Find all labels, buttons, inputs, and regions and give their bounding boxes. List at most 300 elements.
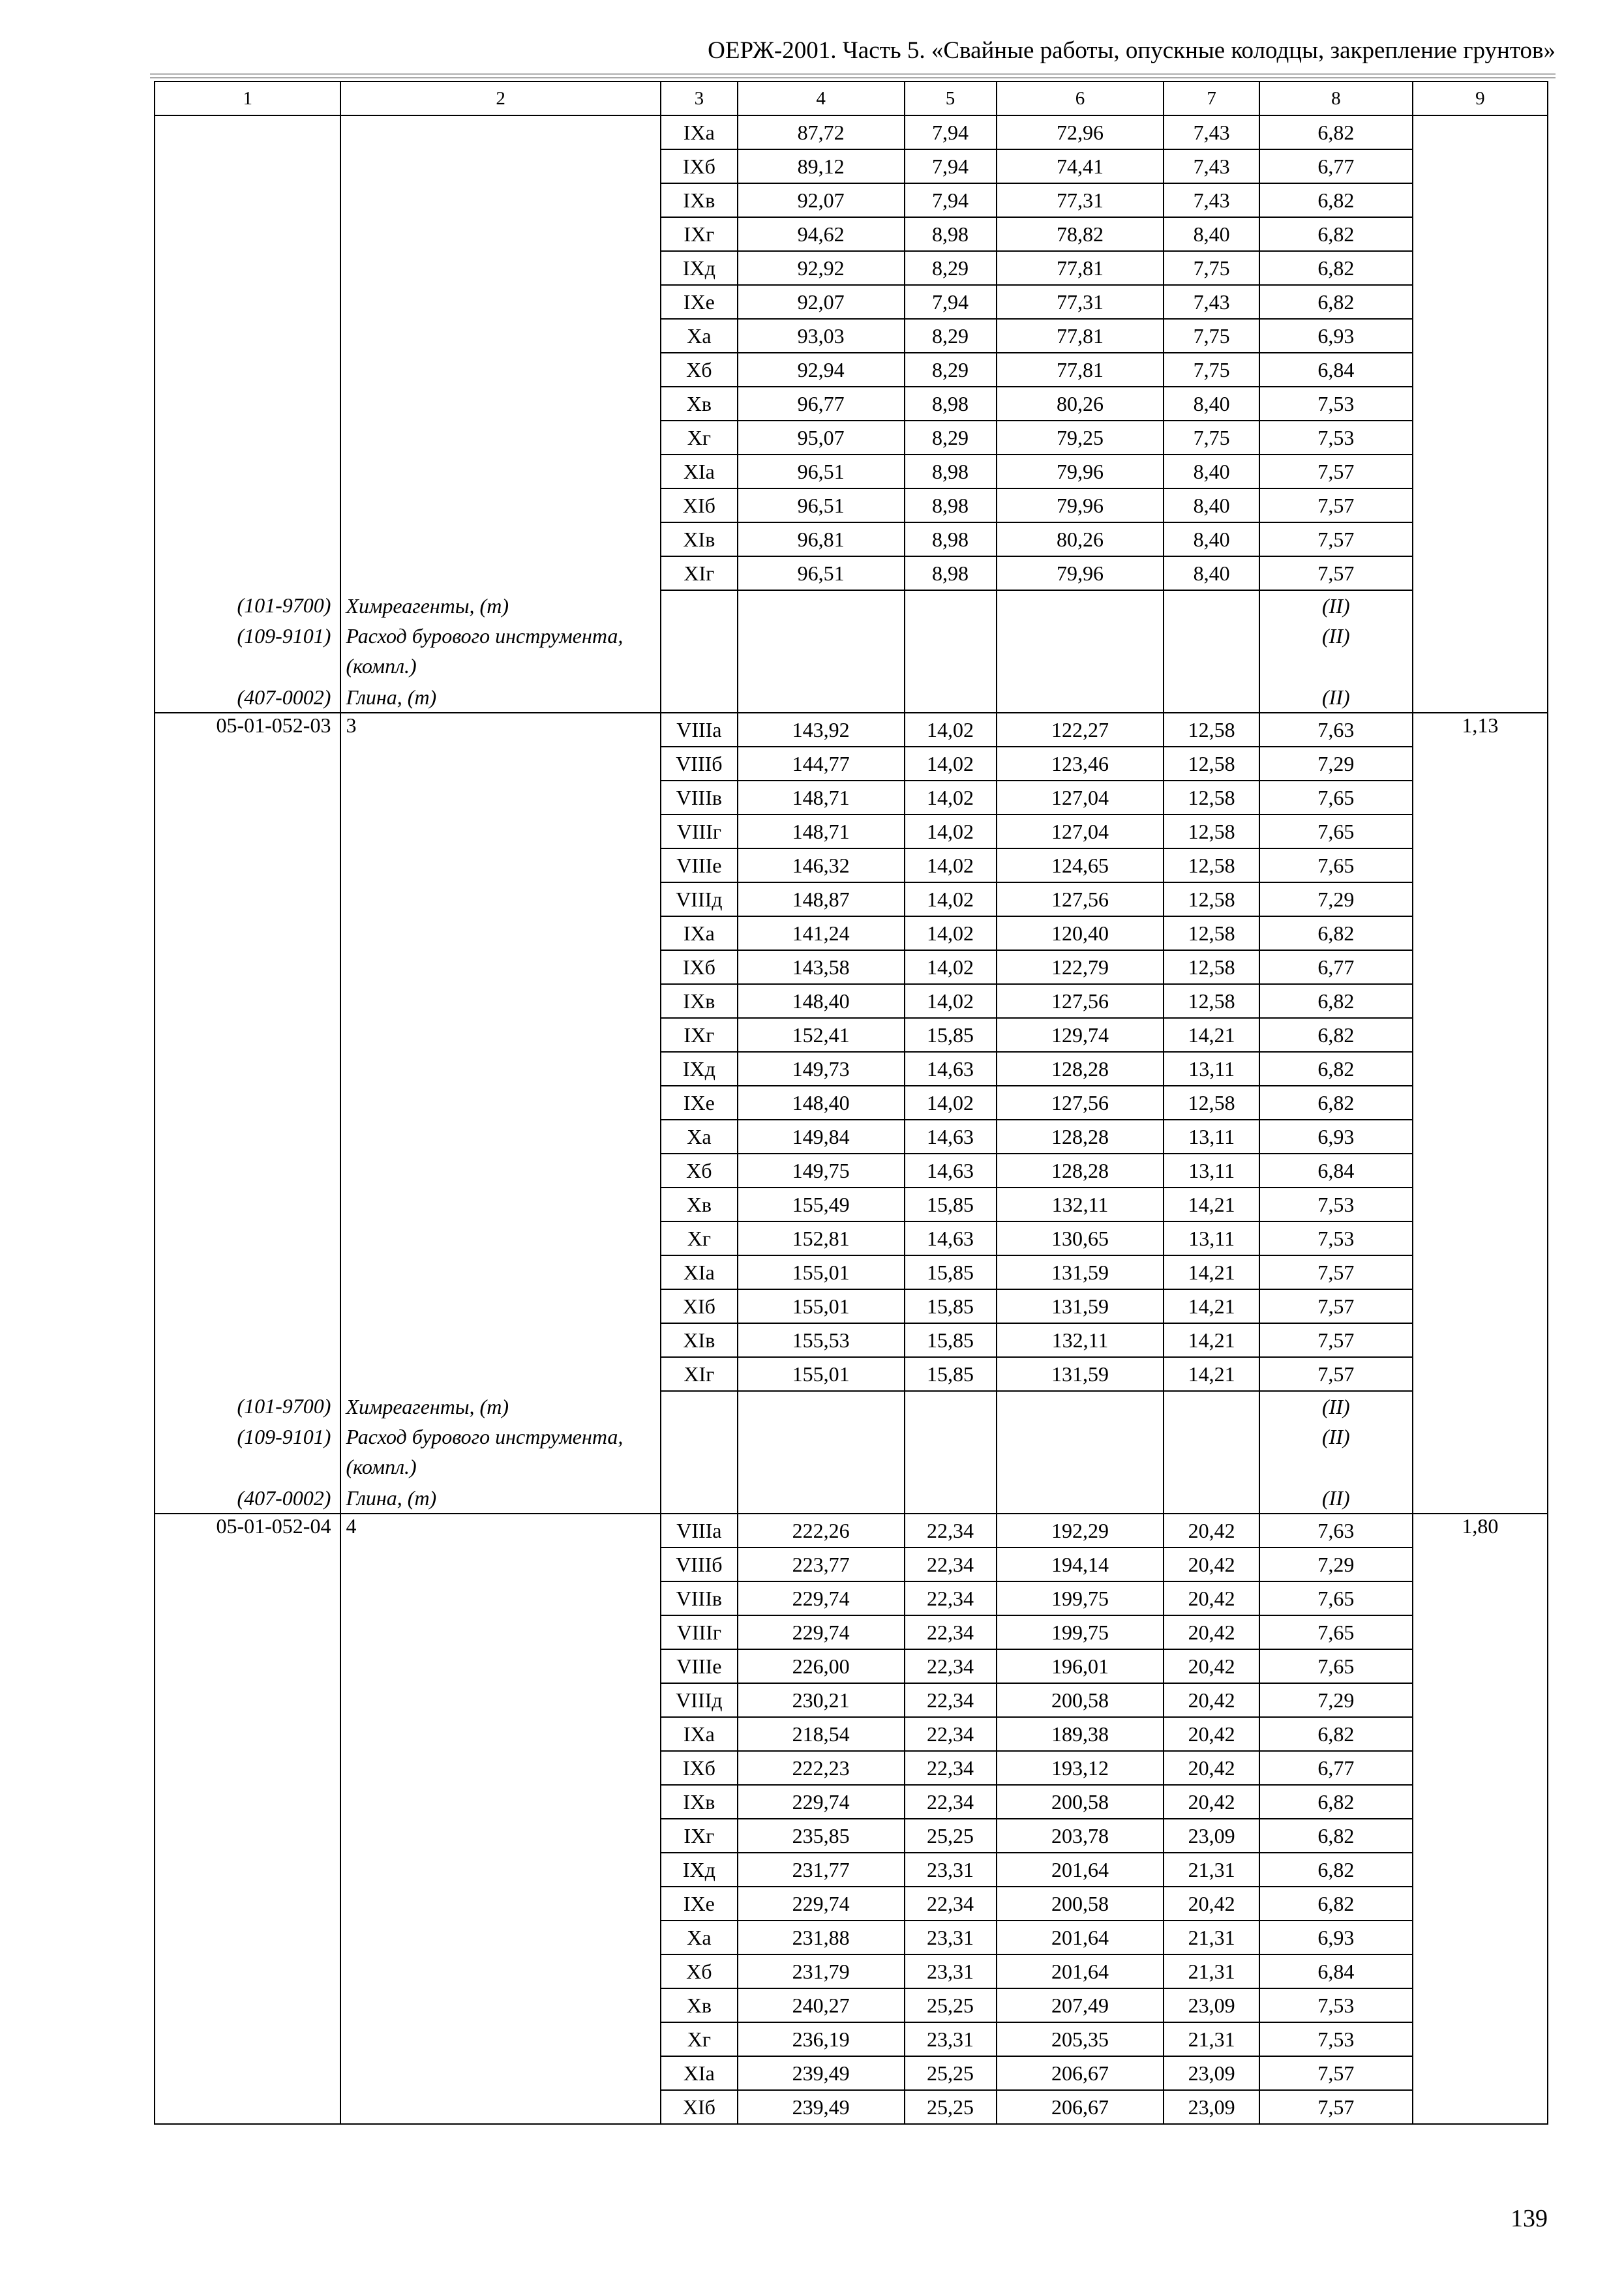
soil-group-cell: Xа: [661, 319, 738, 353]
value-cell: 196,01: [997, 1649, 1164, 1683]
empty-cell: [997, 1391, 1164, 1422]
rate-code-cell: [155, 916, 340, 950]
value-cell: 8,98: [905, 488, 997, 522]
col9-cell: [1413, 285, 1548, 319]
rate-code-cell: [155, 251, 340, 285]
rate-number-cell: [340, 1052, 660, 1086]
value-cell: 94,62: [738, 217, 905, 251]
rate-code-cell: [155, 149, 340, 183]
value-cell: 6,82: [1259, 1785, 1413, 1819]
value-cell: 7,43: [1164, 149, 1259, 183]
col9-cell: [1413, 387, 1548, 421]
value-cell: 131,59: [997, 1289, 1164, 1323]
soil-group-cell: IXв: [661, 1785, 738, 1819]
value-cell: 12,58: [1164, 916, 1259, 950]
table-row: [155, 1751, 1548, 1785]
rate-code-cell: [155, 217, 340, 251]
rate-code-cell: [155, 1221, 340, 1255]
rate-code-cell: [155, 1581, 340, 1615]
value-cell: 7,57: [1259, 1289, 1413, 1323]
soil-group-cell: IXа: [661, 916, 738, 950]
col9-cell: [1413, 1188, 1548, 1221]
soil-group-cell: XIб: [661, 2090, 738, 2124]
rate-code-cell: [155, 781, 340, 815]
value-cell: 200,58: [997, 1887, 1164, 1921]
running-header: ОЕРЖ-2001. Часть 5. «Свайные работы, опускные колодцы, закрепление грунтов»: [708, 37, 1556, 64]
soil-group-cell: Xг: [661, 2022, 738, 2056]
value-cell: 130,65: [997, 1221, 1164, 1255]
table-row: [155, 1052, 1548, 1086]
value-cell: 96,51: [738, 556, 905, 590]
value-cell: 79,96: [997, 455, 1164, 488]
soil-group-cell: Xа: [661, 1921, 738, 1954]
empty-cell: [661, 1391, 738, 1422]
rate-code-cell: [155, 522, 340, 556]
value-cell: 6,82: [1259, 115, 1413, 149]
col9-cell: [1413, 115, 1548, 149]
value-cell: 148,40: [738, 984, 905, 1018]
soil-group-cell: IXб: [661, 149, 738, 183]
col9-cell: [1413, 488, 1548, 522]
value-cell: 206,67: [997, 2056, 1164, 2090]
rate-number-cell: [340, 1853, 660, 1887]
empty-cell: [1164, 1391, 1259, 1422]
table-row: [155, 556, 1548, 590]
material-name: Расход бурового инструмента, (компл.): [340, 621, 660, 682]
col9-cell: [1413, 1581, 1548, 1615]
table-row: [155, 149, 1548, 183]
rate-number-cell: [340, 2022, 660, 2056]
table-row: [155, 1649, 1548, 1683]
value-cell: 96,81: [738, 522, 905, 556]
material-row: [155, 1483, 1548, 1514]
value-cell: 7,63: [1259, 713, 1413, 747]
value-cell: 20,42: [1164, 1785, 1259, 1819]
rate-number-cell: [340, 1819, 660, 1853]
soil-group-cell: IXв: [661, 183, 738, 217]
value-cell: 6,82: [1259, 251, 1413, 285]
value-cell: 120,40: [997, 916, 1164, 950]
rate-number-cell: [340, 1548, 660, 1581]
value-cell: 7,63: [1259, 1514, 1413, 1548]
table-row: [155, 1086, 1548, 1120]
rate-code-cell: [155, 1853, 340, 1887]
value-cell: 14,63: [905, 1221, 997, 1255]
col9-cell: [1413, 1289, 1548, 1323]
value-cell: 79,96: [997, 488, 1164, 522]
value-cell: 8,98: [905, 387, 997, 421]
col9-cell: [1413, 916, 1548, 950]
value-cell: 192,29: [997, 1514, 1164, 1548]
rate-number-cell: [340, 1357, 660, 1391]
table-row: [155, 2022, 1548, 2056]
value-cell: 96,77: [738, 387, 905, 421]
value-cell: 6,84: [1259, 353, 1413, 387]
soil-group-cell: Xб: [661, 1154, 738, 1188]
soil-group-cell: IXе: [661, 1086, 738, 1120]
table-row: [155, 455, 1548, 488]
value-cell: 7,57: [1259, 488, 1413, 522]
rate-code-cell: [155, 1649, 340, 1683]
value-cell: 23,31: [905, 1853, 997, 1887]
column-number-header: 5: [905, 82, 997, 115]
material-code: (109-9101): [155, 621, 340, 682]
value-cell: 6,82: [1259, 1018, 1413, 1052]
rate-code-cell: [155, 1751, 340, 1785]
col9-cell: [1413, 1819, 1548, 1853]
value-cell: 12,58: [1164, 984, 1259, 1018]
table-row: [155, 353, 1548, 387]
soil-group-cell: XIг: [661, 1357, 738, 1391]
rate-number-cell: [340, 1120, 660, 1154]
value-cell: 14,02: [905, 950, 997, 984]
value-cell: 131,59: [997, 1357, 1164, 1391]
rate-code-cell: [155, 815, 340, 848]
soil-group-cell: IXе: [661, 1887, 738, 1921]
value-cell: 206,67: [997, 2090, 1164, 2124]
value-cell: 72,96: [997, 115, 1164, 149]
rate-code-cell: [155, 1289, 340, 1323]
value-cell: 92,07: [738, 285, 905, 319]
rate-number-cell: [340, 1188, 660, 1221]
value-cell: 22,34: [905, 1717, 997, 1751]
value-cell: 21,31: [1164, 1853, 1259, 1887]
col9-cell: [1413, 815, 1548, 848]
col9-cell: [1413, 1615, 1548, 1649]
value-cell: 148,71: [738, 815, 905, 848]
rate-code-cell: [155, 1323, 340, 1357]
soil-group-cell: IXе: [661, 285, 738, 319]
table-row: [155, 1988, 1548, 2022]
value-cell: 22,34: [905, 1615, 997, 1649]
rate-code-cell: [155, 183, 340, 217]
value-cell: 80,26: [997, 387, 1164, 421]
value-cell: 149,75: [738, 1154, 905, 1188]
value-cell: 7,65: [1259, 1615, 1413, 1649]
value-cell: 132,11: [997, 1323, 1164, 1357]
value-cell: 127,04: [997, 781, 1164, 815]
value-cell: 14,02: [905, 848, 997, 882]
value-cell: 7,65: [1259, 1581, 1413, 1615]
rate-number-cell: [340, 1018, 660, 1052]
value-cell: 132,11: [997, 1188, 1164, 1221]
value-cell: 6,84: [1259, 1954, 1413, 1988]
rate-code-cell: [155, 1988, 340, 2022]
table-row: [155, 319, 1548, 353]
value-cell: 25,25: [905, 2056, 997, 2090]
col9-cell: [1413, 1154, 1548, 1188]
value-cell: 15,85: [905, 1323, 997, 1357]
value-cell: 23,09: [1164, 2056, 1259, 2090]
table-row: [155, 251, 1548, 285]
soil-group-cell: VIIIг: [661, 815, 738, 848]
rate-number-cell: [340, 882, 660, 916]
value-cell: 231,77: [738, 1853, 905, 1887]
rate-code-cell: [155, 353, 340, 387]
value-cell: 231,79: [738, 1954, 905, 1988]
table-row: [155, 2056, 1548, 2090]
value-cell: 8,29: [905, 319, 997, 353]
soil-group-cell: XIв: [661, 522, 738, 556]
col9-cell: [1413, 950, 1548, 984]
col9-cell: [1413, 848, 1548, 882]
table-row: [155, 848, 1548, 882]
col9-cell: [1413, 1357, 1548, 1391]
soil-group-cell: XIа: [661, 2056, 738, 2090]
value-cell: 15,85: [905, 1255, 997, 1289]
soil-group-cell: VIIIе: [661, 1649, 738, 1683]
value-cell: 20,42: [1164, 1683, 1259, 1717]
soil-group-cell: XIв: [661, 1323, 738, 1357]
soil-group-cell: Xб: [661, 353, 738, 387]
table-row: [155, 1853, 1548, 1887]
value-cell: 20,42: [1164, 1887, 1259, 1921]
rate-code-cell: [155, 319, 340, 353]
soil-group-cell: XIа: [661, 455, 738, 488]
col9-cell: [1413, 1391, 1548, 1422]
material-code: (407-0002): [155, 1483, 340, 1514]
material-mark: (II): [1259, 1483, 1413, 1514]
material-code: (407-0002): [155, 682, 340, 713]
value-cell: 20,42: [1164, 1514, 1259, 1548]
value-cell: 7,75: [1164, 251, 1259, 285]
rate-code-cell: [155, 387, 340, 421]
value-cell: 14,02: [905, 815, 997, 848]
column-number-header: 8: [1259, 82, 1413, 115]
table-row: [155, 1683, 1548, 1717]
value-cell: 12,58: [1164, 950, 1259, 984]
value-cell: 77,81: [997, 319, 1164, 353]
value-cell: 8,98: [905, 522, 997, 556]
rate-number-cell: [340, 1221, 660, 1255]
value-cell: 20,42: [1164, 1548, 1259, 1581]
empty-cell: [905, 1483, 997, 1514]
value-cell: 8,98: [905, 556, 997, 590]
value-cell: 12,58: [1164, 1086, 1259, 1120]
header-rule: [150, 74, 1556, 78]
empty-cell: [997, 621, 1164, 682]
rate-number-cell: [340, 183, 660, 217]
table-row: [155, 1154, 1548, 1188]
table-row: [155, 217, 1548, 251]
rate-number-cell: [340, 387, 660, 421]
table-row: [155, 781, 1548, 815]
value-cell: 21,31: [1164, 1921, 1259, 1954]
value-cell: 78,82: [997, 217, 1164, 251]
value-cell: 7,29: [1259, 1548, 1413, 1581]
empty-cell: [997, 590, 1164, 621]
soil-group-cell: Xб: [661, 1954, 738, 1988]
value-cell: 20,42: [1164, 1717, 1259, 1751]
table-row: [155, 1188, 1548, 1221]
value-cell: 203,78: [997, 1819, 1164, 1853]
col9-cell: [1413, 1221, 1548, 1255]
soil-group-cell: VIIIв: [661, 781, 738, 815]
value-cell: 6,82: [1259, 183, 1413, 217]
value-cell: 13,11: [1164, 1154, 1259, 1188]
table-row: [155, 916, 1548, 950]
value-cell: 6,84: [1259, 1154, 1413, 1188]
value-cell: 229,74: [738, 1785, 905, 1819]
empty-cell: [661, 1483, 738, 1514]
table-row: [155, 713, 1548, 747]
empty-cell: [738, 1483, 905, 1514]
rate-number-cell: [340, 1154, 660, 1188]
col9-cell: [1413, 319, 1548, 353]
soil-group-cell: IXв: [661, 984, 738, 1018]
rate-number-cell: [340, 115, 660, 149]
value-cell: 155,49: [738, 1188, 905, 1221]
value-cell: 149,84: [738, 1120, 905, 1154]
column-number-header: 6: [997, 82, 1164, 115]
value-cell: 148,87: [738, 882, 905, 916]
soil-group-cell: IXд: [661, 251, 738, 285]
value-cell: 7,57: [1259, 522, 1413, 556]
value-cell: 123,46: [997, 747, 1164, 781]
value-cell: 7,94: [905, 115, 997, 149]
table-row: [155, 183, 1548, 217]
material-name: Глина, (т): [340, 1483, 660, 1514]
value-cell: 21,31: [1164, 2022, 1259, 2056]
value-cell: 7,94: [905, 183, 997, 217]
rate-number-cell: [340, 1323, 660, 1357]
value-cell: 7,94: [905, 149, 997, 183]
soil-group-cell: IXб: [661, 950, 738, 984]
value-cell: 128,28: [997, 1120, 1164, 1154]
soil-group-cell: XIб: [661, 488, 738, 522]
value-cell: 13,11: [1164, 1120, 1259, 1154]
col9-cell: [1413, 217, 1548, 251]
rate-number-cell: [340, 522, 660, 556]
material-mark: (II): [1259, 590, 1413, 621]
value-cell: 25,25: [905, 1819, 997, 1853]
value-cell: 194,14: [997, 1548, 1164, 1581]
value-cell: 14,02: [905, 882, 997, 916]
soil-group-cell: VIIIб: [661, 747, 738, 781]
value-cell: 14,02: [905, 713, 997, 747]
value-cell: 6,82: [1259, 1717, 1413, 1751]
value-cell: 6,82: [1259, 916, 1413, 950]
value-cell: 8,98: [905, 455, 997, 488]
material-name: Химреагенты, (т): [340, 1391, 660, 1422]
value-cell: 7,65: [1259, 781, 1413, 815]
col9-cell: [1413, 1921, 1548, 1954]
value-cell: 226,00: [738, 1649, 905, 1683]
value-cell: 79,25: [997, 421, 1164, 455]
rate-code-cell: [155, 1819, 340, 1853]
rate-code-cell: [155, 1717, 340, 1751]
rate-code-cell: [155, 1052, 340, 1086]
value-cell: 6,82: [1259, 1086, 1413, 1120]
column-number-header: 3: [661, 82, 738, 115]
col9-cell: [1413, 1086, 1548, 1120]
rate-code-cell: [155, 747, 340, 781]
value-cell: 14,63: [905, 1120, 997, 1154]
value-cell: 6,82: [1259, 285, 1413, 319]
column-number-header: 9: [1413, 82, 1548, 115]
rate-number-cell: 4: [340, 1514, 660, 1548]
value-cell: 15,85: [905, 1289, 997, 1323]
value-cell: 7,65: [1259, 848, 1413, 882]
value-cell: 14,21: [1164, 1323, 1259, 1357]
value-cell: 7,65: [1259, 1649, 1413, 1683]
value-cell: 6,82: [1259, 1853, 1413, 1887]
value-cell: 122,27: [997, 713, 1164, 747]
table-row: [155, 488, 1548, 522]
value-cell: 95,07: [738, 421, 905, 455]
table-row: [155, 285, 1548, 319]
rate-code-cell: [155, 1785, 340, 1819]
table-row: [155, 1921, 1548, 1954]
value-cell: 25,25: [905, 2090, 997, 2124]
rate-number-cell: 3: [340, 713, 660, 747]
table-row: [155, 115, 1548, 149]
rate-code-cell: 05-01-052-04: [155, 1514, 340, 1548]
empty-cell: [661, 682, 738, 713]
value-cell: 149,73: [738, 1052, 905, 1086]
rate-number-cell: [340, 1751, 660, 1785]
col9-cell: [1413, 1887, 1548, 1921]
rate-code-cell: [155, 1954, 340, 1988]
col9-cell: [1413, 1548, 1548, 1581]
material-name: Расход бурового инструмента, (компл.): [340, 1422, 660, 1483]
col9-cell: [1413, 1853, 1548, 1887]
value-cell: 22,34: [905, 1887, 997, 1921]
table-body: [155, 115, 1548, 2124]
rate-code-cell: [155, 1086, 340, 1120]
empty-cell: [661, 590, 738, 621]
value-cell: 14,02: [905, 781, 997, 815]
rate-number-cell: [340, 1255, 660, 1289]
material-mark: (II): [1259, 1422, 1413, 1483]
rate-code-cell: [155, 2090, 340, 2124]
value-cell: 8,29: [905, 251, 997, 285]
table-row: [155, 1785, 1548, 1819]
value-cell: 22,34: [905, 1785, 997, 1819]
col9-cell: [1413, 2056, 1548, 2090]
table-row: [155, 1120, 1548, 1154]
rate-code-cell: [155, 1615, 340, 1649]
value-cell: 127,56: [997, 882, 1164, 916]
value-cell: 14,02: [905, 1086, 997, 1120]
value-cell: 189,38: [997, 1717, 1164, 1751]
rate-number-cell: [340, 916, 660, 950]
rate-number-cell: [340, 781, 660, 815]
rate-number-cell: [340, 353, 660, 387]
material-row: [155, 590, 1548, 621]
value-cell: 7,57: [1259, 1357, 1413, 1391]
empty-cell: [997, 682, 1164, 713]
rate-number-cell: [340, 2090, 660, 2124]
rate-code-cell: [155, 1357, 340, 1391]
value-cell: 25,25: [905, 1988, 997, 2022]
rate-code-cell: [155, 1018, 340, 1052]
value-cell: 7,53: [1259, 421, 1413, 455]
value-cell: 92,92: [738, 251, 905, 285]
value-cell: 20,42: [1164, 1649, 1259, 1683]
table-row: [155, 1357, 1548, 1391]
value-cell: 23,31: [905, 1921, 997, 1954]
rate-number-cell: [340, 984, 660, 1018]
value-cell: 155,01: [738, 1255, 905, 1289]
col9-cell: [1413, 522, 1548, 556]
value-cell: 6,93: [1259, 1921, 1413, 1954]
value-cell: 7,43: [1164, 115, 1259, 149]
value-cell: 12,58: [1164, 815, 1259, 848]
table-row: [155, 1717, 1548, 1751]
value-cell: 77,31: [997, 183, 1164, 217]
value-cell: 144,77: [738, 747, 905, 781]
